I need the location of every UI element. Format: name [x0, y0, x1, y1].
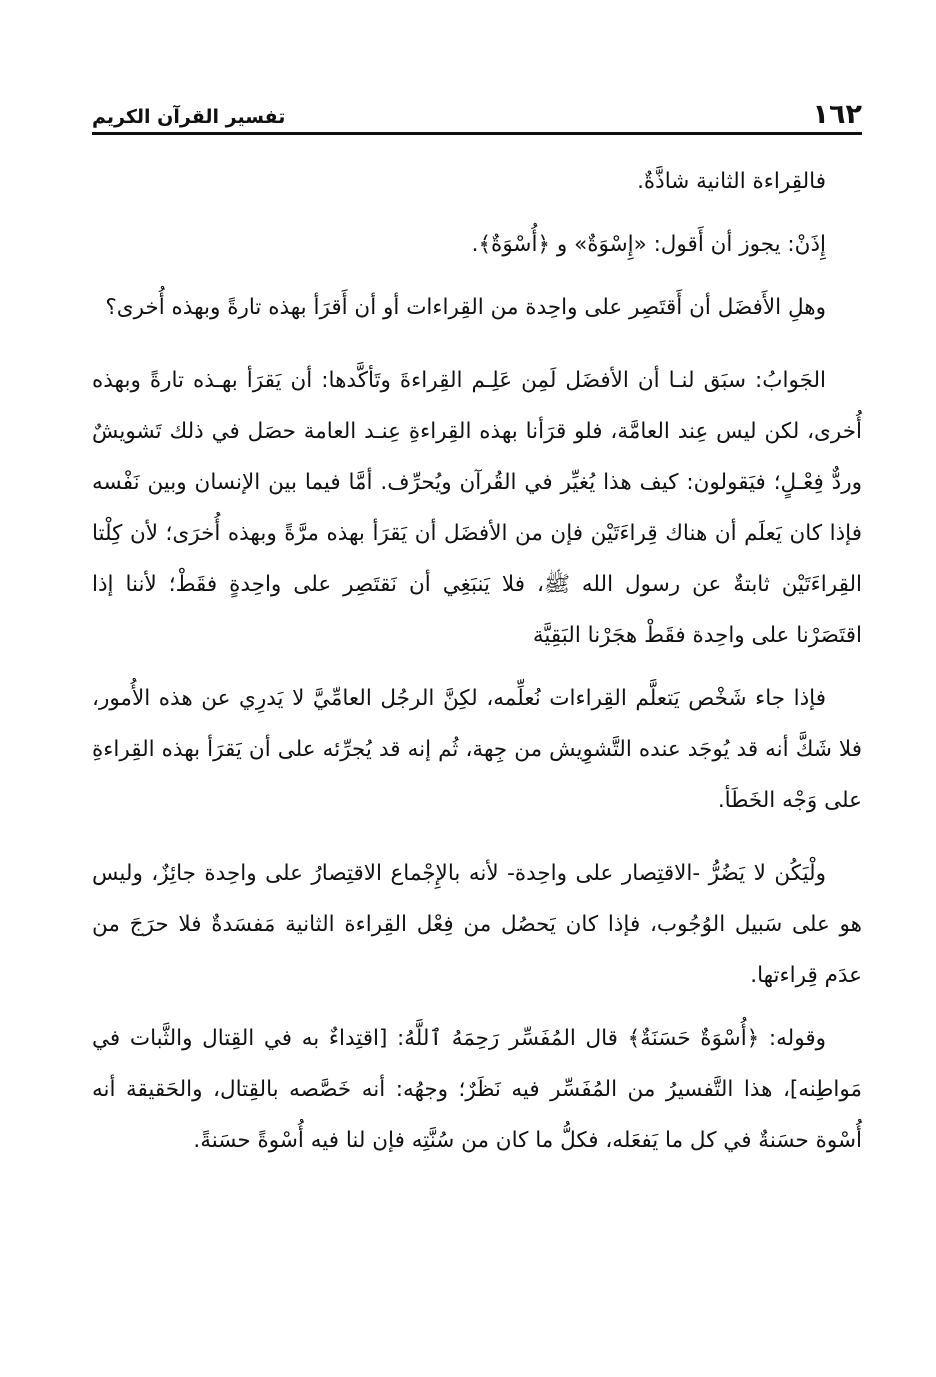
page-number: ١٦٢: [812, 99, 862, 130]
paragraph-2: إِذَنْ: يجوز أن أَقول: «إِسْوَةٌ» و ﴿أُسْوَةٌ﴾.: [471, 232, 826, 257]
page-header: [92, 92, 862, 132]
paragraph-6: ولْيَكُن لا يَضُرُّ -الاقتِصار على واحِدة- لأنه بالإِجْماع الاقتِصارُ على واحِدة جائِزٌ، وليس هو على سَبيل الوُجُوب، فإذا كان يَحصُل من فِعْل القِراءة الثانية مَفسَدةٌ فلا حرَجَ من عدَم قِراءتها.: [92, 861, 862, 988]
running-title: تفسير القرآن الكريم: [92, 106, 286, 128]
paragraph-3: وهلِ الأَفضَل أن أَقتَصِر على واحِدة من القِراءات أو أن أَقرَأ بهذه تارةً وبهذه أُخرى؟: [105, 295, 826, 320]
header-rule: [92, 132, 862, 135]
page-body: [92, 156, 862, 1166]
paragraph-1: فالقِراءة الثانية شاذَّةٌ.: [637, 169, 826, 194]
paragraph-7: وقوله: ﴿أُسْوَةٌ حَسَنَةٌ﴾ قال المُفَسِّر رَحِمَهُ ٱللَّهُ: [اقتِداءٌ به في القِتال والثَّبات في مَواطِنه]، هذا التَّفسيرُ من المُفَسِّر فيه نَظَرٌ؛ وجهُه: أنه خَصَّصه بالقِتال، والحَقيقة أنه أُسْوة حسَنةٌ في كل ما يَفعَله، فكلُّ ما كان من سُنَّتِه فإن لنا فيه أُسْوةً حسَنةً.: [92, 1026, 862, 1153]
paragraph-4: الجَوابُ: سبَق لنـا أن الأفضَل لَمِن عَلِـم القِراءةَ وتَأكَّدها: أن يَقرَأ بهـذه تارةً وبهذه أُخرى، لكن ليس عِند العامَّة، فلو قرَأنا بهذه القِراءةِ عِنـد العامة حصَل في ذلك تَشويشٌ وردٌّ فِعْـلٍ؛ فيَقولون: كيف هذا يُغيِّر في القُرآن ويُحرِّف. أمَّا فيما بين الإنسان وبين نَفْسه فإذا كان يَعلَم أن هناك قِراءَتَيْن فإن من الأفضَل أن يَقرَأ بهذه مرَّةً وبهذه أُخرَى؛ لأن كِلْتا القِراءَتَيْن ثابتةٌ عن رسول الله ﷺ، فلا يَنبَغِي أن نَقتَصِر على واحِدةٍ فقَطْ؛ لأننا إذا اقتَصَرْنا على واحِدة فقَطْ هجَرْنا البَقِيَّة: [92, 368, 862, 648]
paragraph-5: فإذا جاء شَخْص يَتعلَّم القِراءات نُعلِّمه، لكِنَّ الرجُل العامِّيَّ لا يَدرِي عن هذه الأُمور، فلا شَكَّ أنه قد يُوجَد عنده التَّشوِيش من جِهة، ثُم إنه قد يُجرِّئه على أن يَقرَأ بهذه القِراءةِ على وَجْه الخَطَأ.: [92, 686, 862, 813]
